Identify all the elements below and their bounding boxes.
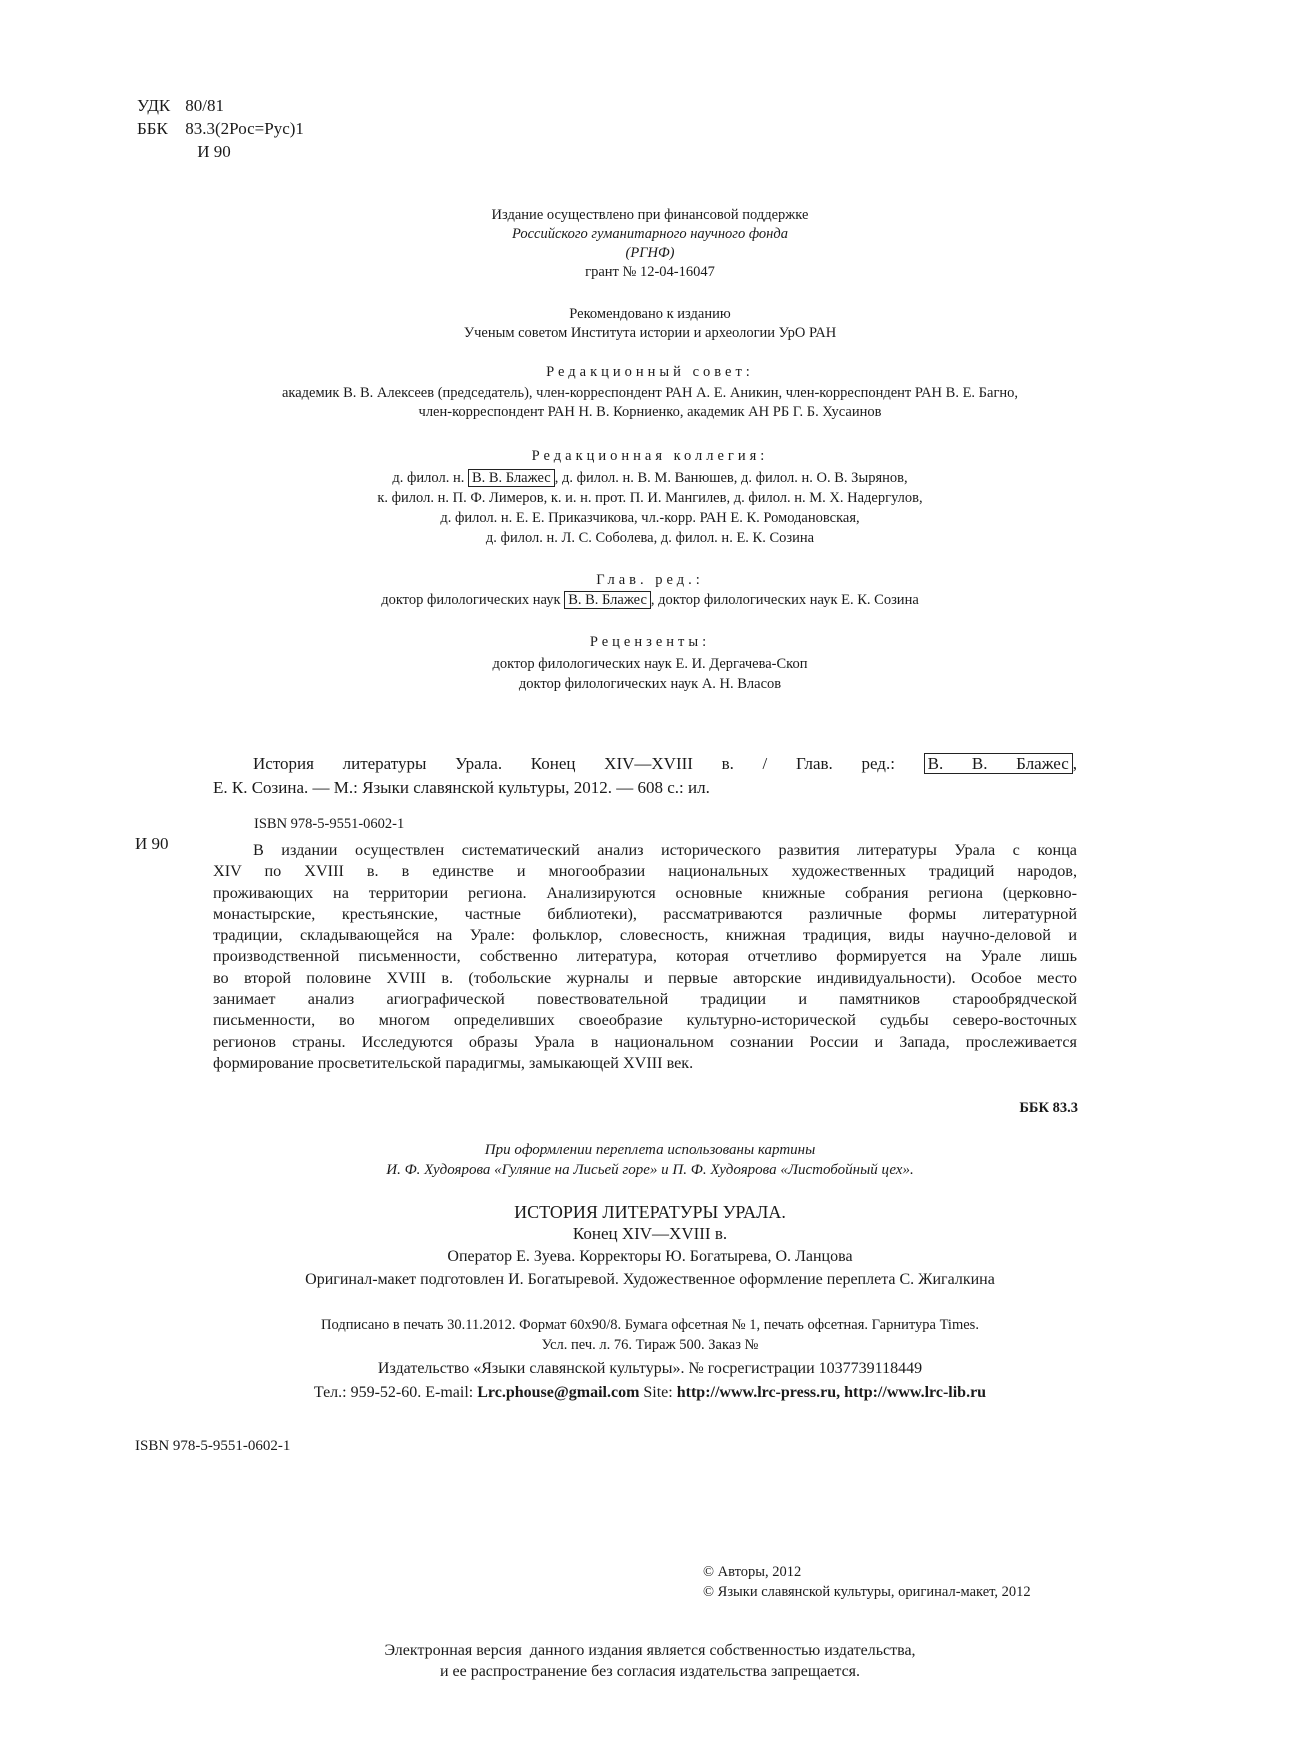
- abstract-line: XIV по XVIII в. в единстве и многообразии национальных художественных традиций народов,: [213, 862, 1077, 881]
- email-link[interactable]: Lrc.phouse@gmail.com: [477, 1384, 640, 1401]
- bbk-row: [137, 119, 304, 139]
- abstract-line: занимает анализ агиографической повествовательной традиции и памятников старообрядческой: [213, 990, 1077, 1009]
- imprint-subtitle: Конец XIV—XVIII в.: [572, 1224, 728, 1243]
- print-details: Подписано в печать 30.11.2012. Формат 60x90/8. Бумага офсетная № 1, печать офсетная. Гарнитура Times.: [321, 1317, 979, 1333]
- abstract-line: В издании осуществлен систематический анализ исторического развития литературы Урала с конца: [253, 841, 1077, 859]
- imprint-title: ИСТОРИЯ ЛИТЕРАТУРЫ УРАЛА.: [514, 1202, 786, 1222]
- chief-editors-line: [0, 590, 1300, 610]
- cover-note-line: И. Ф. Худоярова «Гуляние на Лисьей горе» и П. Ф. Худоярова «Листобойный цех».: [386, 1162, 914, 1178]
- copyright-line: © Языки славянской культуры, оригинал-макет, 2012: [703, 1584, 1031, 1600]
- editorial-board-line: д. филол. н. Л. С. Соболева, д. филол. н. Е. К. Созина: [485, 530, 815, 546]
- editorial-council-line: член-корреспондент РАН Н. В. Корниенко, академик АН РБ Г. Б. Хусаинов: [418, 404, 882, 420]
- imprint-staff: Оригинал-макет подготовлен И. Богатыревой. Художественное оформление переплета С. Жигалкина: [305, 1271, 995, 1288]
- funding-grant: грант № 12-04-16047: [585, 264, 715, 280]
- udk-row: [137, 96, 304, 116]
- isbn-bottom: ISBN 978-5-9551-0602-1: [135, 1438, 291, 1454]
- board-rest: , д. филол. н. В. М. Ванюшев, д. филол. н. О. В. Зырянов,: [554, 470, 908, 486]
- editorial-council-heading: Редакционный совет:: [546, 364, 754, 380]
- boxed-name: В. В. Блажес: [564, 591, 651, 609]
- copyright-block: [703, 1562, 1031, 1602]
- abstract-line: регионов страны. Исследуются образы Урала в национальном сознании России и Запада, прослеживается: [213, 1032, 1077, 1051]
- udk-value: 80/81: [185, 96, 224, 115]
- editorial-board: [0, 446, 1300, 548]
- abstract-line: производственной письменности, собственно литература, которая отчетливо формируется на Урале лишь: [213, 947, 1077, 966]
- funding-line: Издание осуществлено при финансовой поддержке: [491, 207, 809, 223]
- abstract: [213, 840, 1077, 1074]
- notice-line: Электронная версия данного издания является собственностью издательства,: [384, 1642, 916, 1659]
- bbk-code: [1019, 1100, 1078, 1117]
- biblio-name-wrap: [924, 753, 1077, 774]
- imprint-staff: Оператор Е. Зуева. Корректоры Ю. Богатырева, О. Ланцова: [447, 1248, 853, 1265]
- contact-line: [0, 1384, 1300, 1402]
- abstract-line: монастырские, крестьянские, частные библиотеки), рассматриваются различные формы литературной: [213, 904, 1077, 923]
- editorial-board-line: к. филол. н. П. Ф. Лимеров, к. и. н. прот. П. И. Мангилев, д. филол. н. М. Х. Надергулов,: [377, 490, 923, 506]
- reviewer-line: доктор филологических наук Е. И. Дергачева-Скоп: [492, 656, 808, 672]
- boxed-name: В. В. Блажес: [924, 753, 1073, 774]
- chief-editors-heading: Глав. ред.:: [596, 572, 704, 588]
- biblio-title: История литературы Урала. Конец XIV—XVIII в. / Глав. ред.:: [253, 754, 895, 773]
- bbk-value: 83.3(2Рос=Рус)1: [185, 119, 304, 138]
- chief-editors: [0, 570, 1300, 610]
- cover-note-line: При оформлении переплета использованы картины: [484, 1142, 816, 1158]
- recommendation-council: Ученым советом Института истории и археологии УрО РАН: [463, 325, 837, 341]
- contact-phone: Тел.: 959-52-60. E-mail:: [313, 1384, 474, 1401]
- bbk-label: ББК: [137, 119, 168, 138]
- editorial-board-line: д. филол. н. Е. Е. Приказчикова, чл.-корр. РАН Е. К. Ромодановская,: [440, 510, 860, 526]
- editorial-board-line: [0, 468, 1300, 488]
- editorial-council: [0, 363, 1300, 422]
- print-details: Усл. печ. л. 76. Тираж 500. Заказ №: [541, 1337, 759, 1353]
- reviewer-line: доктор филологических наук А. Н. Власов: [518, 676, 782, 692]
- bibliographic-block: [213, 752, 1077, 800]
- biblio-comma: ,: [1072, 754, 1078, 773]
- abstract-line: традиции, складывающейся на Урале: фольклор, словесность, книжная традиция, виды научно-деловой и: [213, 926, 1077, 945]
- recommendation-line: Рекомендовано к изданию: [569, 306, 731, 322]
- author-mark-row: [137, 142, 304, 162]
- funding-foundation: Российского гуманитарного научного фонда: [512, 226, 788, 242]
- abstract-line: формирование просветительской парадигмы, замыкающей XVIII век.: [213, 1053, 694, 1072]
- editorial-board-heading: Редакционная коллегия:: [531, 448, 769, 464]
- biblio-line: Е. К. Созина. — М.: Языки славянской культуры, 2012. — 608 с.: ил.: [213, 778, 710, 797]
- bbk-code-text: ББК 83.3: [1019, 1100, 1078, 1116]
- board-degree: д. филол. н.: [392, 470, 465, 486]
- recommendation-block: [0, 305, 1300, 343]
- reviewers: [0, 632, 1300, 694]
- electronic-notice: [0, 1640, 1300, 1682]
- biblio-isbn: ISBN 978-5-9551-0602-1: [254, 816, 405, 832]
- publisher-line: Издательство «Языки славянской культуры». № госрегистрации 1037739118449: [377, 1360, 923, 1377]
- udk-label: УДК: [137, 96, 171, 115]
- classification-block: [137, 96, 304, 162]
- abstract-line: письменности, во многом определивших своеобразие культурно-исторической судьбы северо-восточных: [213, 1011, 1077, 1030]
- chief-degree: доктор филологических наук: [381, 592, 561, 608]
- abstract-line: во второй половине XVIII в. (тобольские журналы и первые авторские индивидуальности). Особое место: [213, 968, 1077, 987]
- cover-note: [0, 1140, 1300, 1180]
- author-mark: И 90: [197, 142, 231, 161]
- boxed-name: В. В. Блажес: [468, 469, 555, 487]
- editorial-council-line: академик В. В. Алексеев (председатель), член-корреспондент РАН А. Е. Аникин, член-корреспондент РАН В. Е. Багно,: [281, 385, 1019, 401]
- chief-rest: , доктор филологических наук Е. К. Созина: [650, 592, 919, 608]
- reviewers-heading: Рецензенты:: [589, 634, 711, 650]
- funding-abbr: (РГНФ): [625, 245, 675, 261]
- biblio-line: [253, 752, 1077, 776]
- abstract-line: проживающих на территории региона. Анализируются основные книжные собрания региона (церковно-: [213, 883, 1077, 902]
- biblio-mark: И 90: [135, 834, 169, 853]
- copyright-line: © Авторы, 2012: [703, 1564, 802, 1580]
- site-label: Site:: [643, 1384, 673, 1401]
- site-links[interactable]: http://www.lrc-press.ru, http://www.lrc-lib.ru: [676, 1384, 987, 1401]
- notice-line: и ее распространение без согласия издательства запрещается.: [439, 1663, 861, 1680]
- funding-block: [0, 206, 1300, 282]
